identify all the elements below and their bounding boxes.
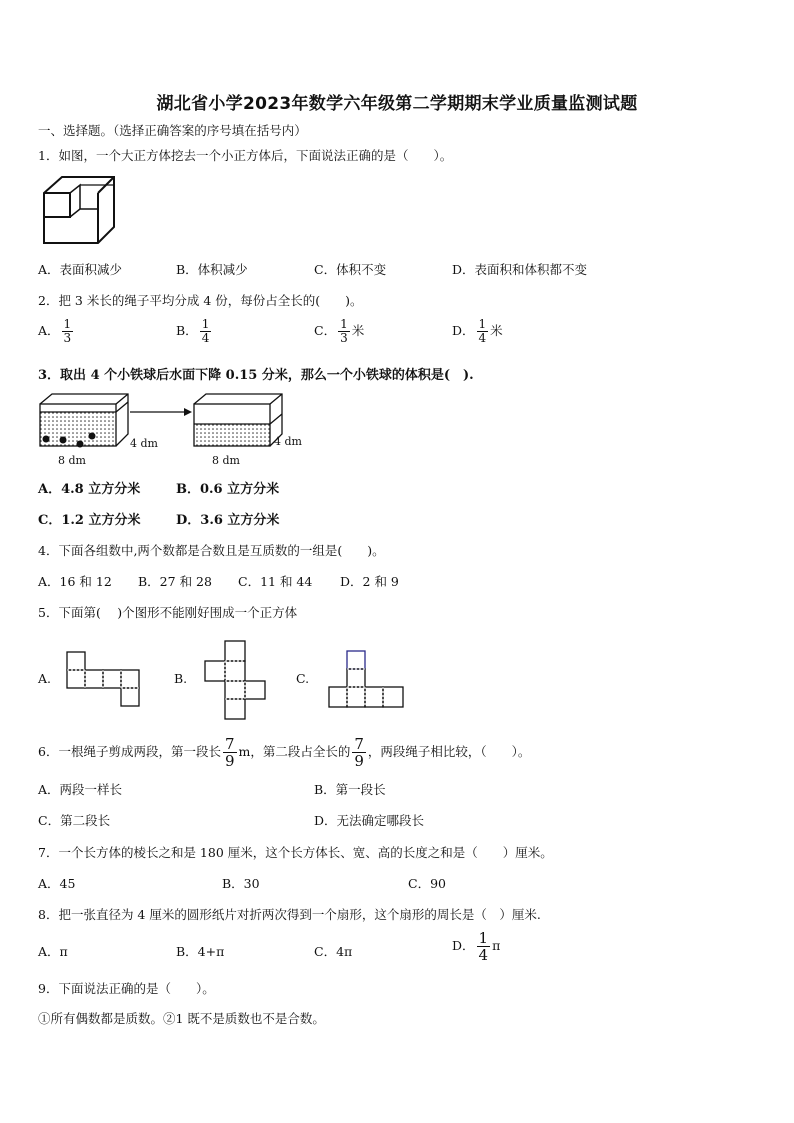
denominator: 3 (63, 331, 72, 345)
numerator: 1 (63, 317, 72, 331)
cube-net-b (204, 640, 266, 720)
fraction (62, 318, 74, 345)
q2-option-b (176, 318, 213, 345)
option-label: D． (452, 323, 475, 338)
q4-option-a: A．16 和 12 (38, 574, 112, 589)
q3-option-d: D．3.6 立方分米 (176, 513, 280, 528)
q2-option-a (38, 318, 75, 345)
fraction (223, 736, 237, 769)
q5-label-b: B. (174, 671, 188, 686)
cube-net-c (328, 650, 408, 710)
cube-net-a (66, 651, 142, 707)
question-3-stem: 3．取出 4 个小铁球后水面下降 0.15 分米，那么一个小铁球的体积是( ). (38, 368, 474, 383)
question-2-stem: 2．把 3 米长的绳子平均分成 4 份，每份占全长的( )。 (38, 293, 363, 308)
unit: 米 (490, 323, 503, 338)
numerator: 1 (340, 317, 348, 331)
q3-option-c: C．1.2 立方分米 (38, 513, 141, 528)
question-6-stem (38, 736, 530, 769)
stem-part: m，第二段占全长的 (238, 744, 351, 759)
tank1-height-label: 4 dm (130, 437, 158, 450)
stem-part: ，两段绳子相比较，（ ）。 (367, 744, 531, 759)
q7-option-c: C．90 (408, 876, 446, 891)
option-label: C． (314, 323, 337, 338)
fraction (338, 318, 350, 345)
denominator: 9 (224, 752, 235, 770)
q8-option-d (452, 930, 500, 963)
q6-option-c: C．第二段长 (38, 813, 111, 828)
denominator: 4 (478, 946, 489, 964)
q1-option-d: D．表面积和体积都不变 (452, 262, 588, 277)
cube-cutout-figure (40, 175, 120, 247)
q7-option-b: B．30 (222, 876, 260, 891)
tank2-height-label: 4 dm (274, 435, 302, 448)
q2-option-d (452, 318, 503, 345)
q4-option-c: C．11 和 44 (238, 574, 313, 589)
q4-option-b: B．27 和 28 (138, 574, 212, 589)
numerator: 1 (201, 317, 210, 331)
q3-option-b: B．0.6 立方分米 (176, 482, 280, 497)
question-8-stem: 8．把一张直径为 4 厘米的圆形纸片对折两次得到一个扇形，这个扇形的周长是（ ）厘米. (38, 907, 541, 922)
q9-statements: ①所有偶数都是质数。②1 既不是质数也不是合数。 (38, 1011, 325, 1026)
question-7-stem: 7．一个长方体的棱长之和是 180 厘米，这个长方体长、宽、高的长度之和是（ ）厘米。 (38, 845, 553, 860)
q6-option-a: A．两段一样长 (38, 782, 123, 797)
question-1-stem: 1．如图，一个大正方体挖去一个小正方体后，下面说法正确的是（ ）。 (38, 148, 453, 163)
stem-part: 6．一根绳子剪成两段，第一段长 (38, 744, 221, 759)
tank1-width-label: 8 dm (58, 454, 86, 467)
q5-label-a: A. (38, 671, 52, 686)
numerator: 1 (478, 929, 489, 947)
denominator: 9 (354, 752, 364, 770)
denominator: 3 (340, 331, 348, 345)
denominator: 4 (201, 331, 210, 345)
question-9-stem: 9．下面说法正确的是（ ）。 (38, 981, 215, 996)
q1-option-b: B．体积减少 (176, 262, 248, 277)
q4-option-d: D．2 和 9 (340, 574, 399, 589)
question-5-stem: 5．下面第( )个图形不能刚好围成一个正方体 (38, 605, 298, 620)
denominator: 4 (478, 331, 487, 345)
fraction (352, 736, 366, 769)
question-4-stem: 4．下面各组数中,两个数都是合数且是互质数的一组是( )。 (38, 543, 385, 558)
q2-option-c (314, 318, 364, 345)
tank2-width-label: 8 dm (212, 454, 240, 467)
q6-option-d: D．无法确定哪段长 (314, 813, 425, 828)
fraction (477, 318, 489, 345)
option-label: D． (452, 938, 475, 953)
fraction (200, 318, 212, 345)
option-label: B． (176, 323, 198, 338)
q7-option-a: A．45 (38, 876, 76, 891)
numerator: 1 (478, 317, 487, 331)
q8-option-b: B．4+π (176, 944, 225, 959)
q8-option-c: C．4π (314, 944, 353, 959)
section-heading: 一、选择题。（选择正确答案的序号填在括号内） (38, 123, 307, 138)
page-title: 湖北省小学2023年数学六年级第二学期期末学业质量监测试题 (156, 94, 638, 114)
q1-option-a: A．表面积减少 (38, 262, 123, 277)
q5-label-c: C. (296, 671, 310, 686)
option-label: A． (38, 323, 60, 338)
numerator: 7 (354, 735, 364, 753)
q8-option-a: A．π (38, 944, 68, 959)
pi-symbol: π (492, 938, 501, 953)
q1-option-c: C．体积不变 (314, 262, 387, 277)
q6-option-b: B．第一段长 (314, 782, 386, 797)
unit: 米 (351, 323, 365, 338)
numerator: 7 (224, 735, 235, 753)
q3-option-a: A．4.8 立方分米 (38, 482, 141, 497)
fraction (477, 930, 491, 963)
